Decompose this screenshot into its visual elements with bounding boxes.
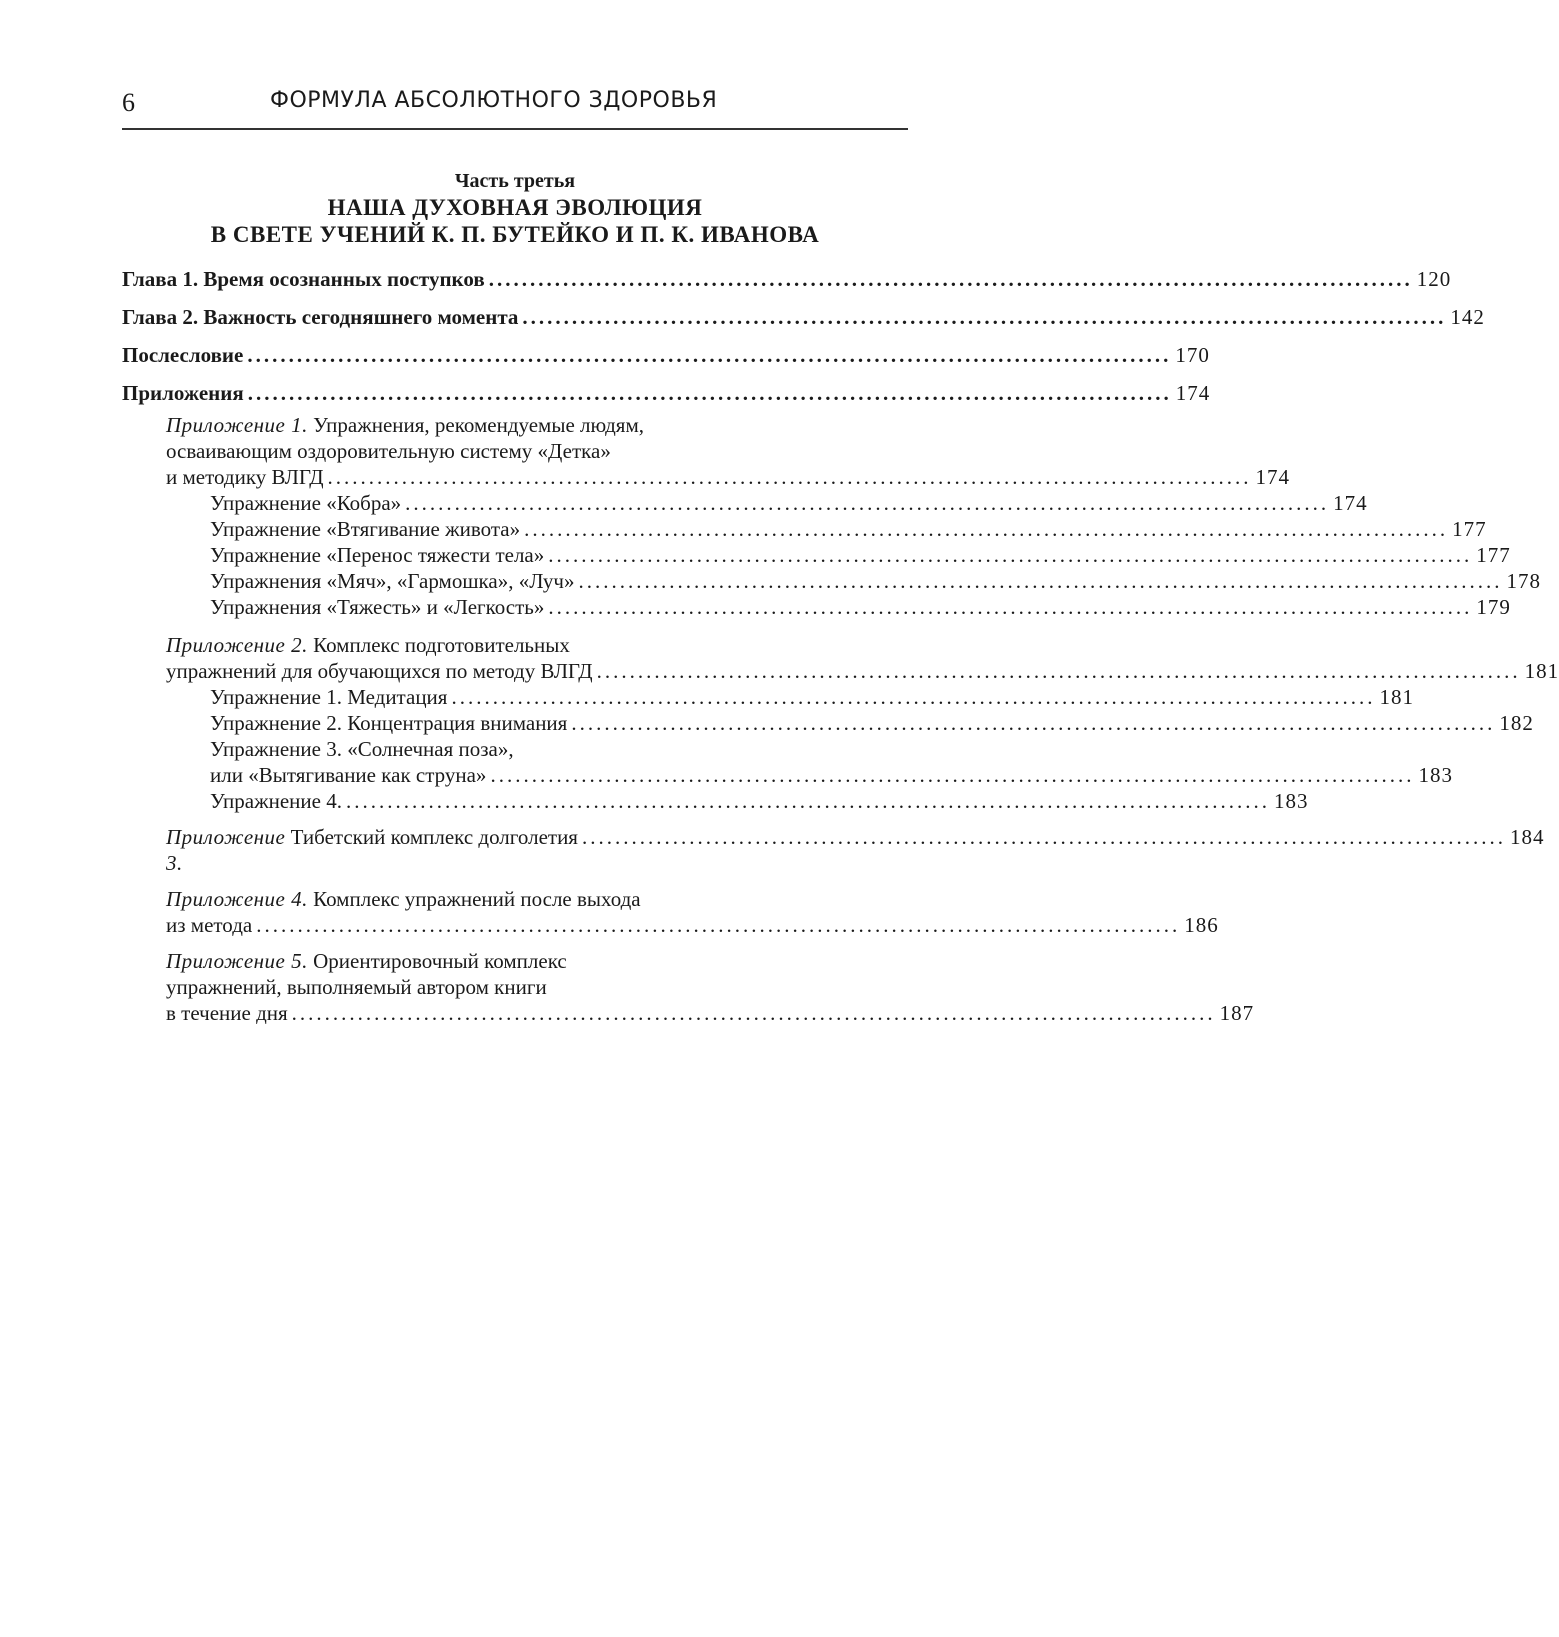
toc-entry-chapter1 <box>122 266 1452 292</box>
leader-dots: ................................................................................................................ <box>256 913 1181 937</box>
entry-text: Упражнение 2. Концентрация внимания <box>210 711 568 735</box>
entry-text: Упражнение «Перенос тяжести тела» <box>210 543 545 567</box>
entry-text: Упражнения «Тяжесть» и «Легкость» <box>210 595 545 619</box>
leader-dots: ................................................................................................................ <box>345 789 1270 813</box>
entry-page: 174 <box>1255 465 1291 489</box>
entry-text: Упражнение «Кобра» <box>210 491 402 515</box>
leader-dots: ................................................................................................................ <box>247 381 1172 405</box>
entry-text: Упражнение «Втягивание живота» <box>210 517 521 541</box>
leader-dots: ................................................................................................................ <box>548 595 1473 619</box>
toc-entry-exercise <box>210 542 1511 568</box>
appendix-label: Приложение 1. <box>166 413 308 437</box>
part-title-line1: НАША ДУХОВНАЯ ЭВОЛЮЦИЯ <box>327 195 703 220</box>
leader-dots: ................................................................................................................ <box>247 343 1172 367</box>
appendix-label: Приложение 4. <box>166 887 308 911</box>
entry-page: 183 <box>1273 789 1309 813</box>
entry-text: Упражнение 4. <box>210 789 342 813</box>
toc-entry-exercise <box>210 710 1534 736</box>
leader-dots: ................................................................................................................ <box>490 763 1415 787</box>
leader-dots: ................................................................................................................ <box>405 491 1330 515</box>
running-head <box>122 84 908 124</box>
entry-page: 142 <box>1450 305 1485 329</box>
leader-dots: ................................................................................................................ <box>327 465 1252 489</box>
book-title: ФОРМУЛА АБСОЛЮТНОГО ЗДОРОВЬЯ <box>270 88 718 113</box>
entry-text: Комплекс подготовительных <box>307 633 570 657</box>
entry-page: 186 <box>1184 913 1219 937</box>
entry-text: из метода <box>166 913 253 937</box>
entry-text: осваивающим оздоровительную систему «Детка» <box>166 439 611 463</box>
entry-text: Приложения <box>122 381 244 405</box>
entry-page: 120 <box>1416 267 1452 291</box>
leader-dots: ................................................................................................................ <box>451 685 1376 709</box>
leader-dots: ................................................................................................................ <box>291 1001 1216 1025</box>
toc-entry-appendix3 <box>166 824 1545 876</box>
toc-entry-appendix2 <box>166 632 1559 684</box>
toc-entry-appendix5 <box>166 948 1255 1026</box>
entry-page: 177 <box>1476 543 1511 567</box>
leader-dots: ................................................................................................................ <box>524 517 1449 541</box>
entry-text: упражнений, выполняемый автором книги <box>166 975 547 999</box>
table-of-contents <box>122 266 1559 1026</box>
entry-text: Упражнение 3. «Солнечная поза», <box>210 737 514 761</box>
appendix-label: Приложение 2. <box>166 633 308 657</box>
entry-text: в течение дня <box>166 1001 288 1025</box>
entry-text: Глава 1. Время осознанных поступков <box>122 267 485 291</box>
leader-dots: ................................................................................................................ <box>488 267 1413 291</box>
toc-entry-exercise <box>210 490 1368 516</box>
leader-dots: ................................................................................................................ <box>571 711 1496 735</box>
appendix-label: Приложение 3. <box>166 825 286 875</box>
leader-dots: ................................................................................................................ <box>548 543 1473 567</box>
entry-page: 181 <box>1524 659 1559 683</box>
entry-text: Ориентировочный комплекс <box>307 949 567 973</box>
page-number: 6 <box>122 88 135 117</box>
entry-page: 174 <box>1333 491 1368 515</box>
toc-entry-exercise <box>210 788 1309 814</box>
entry-text: упражнений для обучающихся по методу ВЛГД <box>166 659 593 683</box>
leader-dots: ................................................................................................................ <box>578 569 1503 593</box>
toc-entry-appendix4 <box>166 886 1219 938</box>
part-label: Часть третья <box>454 170 576 192</box>
toc-entry-exercise <box>210 684 1414 710</box>
appendix-label: Приложение 5. <box>166 949 308 973</box>
entry-text: Упражнения «Мяч», «Гармошка», «Луч» <box>210 569 575 593</box>
entry-page: 177 <box>1452 517 1487 541</box>
leader-dots: ................................................................................................................ <box>581 825 1506 849</box>
toc-entry-exercise <box>210 594 1511 620</box>
entry-page: 187 <box>1219 1001 1255 1025</box>
toc-entry-exercise <box>210 516 1487 542</box>
entry-text: Глава 2. Важность сегодняшнего момента <box>122 305 519 329</box>
entry-text: или «Вытягивание как струна» <box>210 763 487 787</box>
entry-text: Упражнение 1. Медитация <box>210 685 448 709</box>
header-rule <box>122 128 908 130</box>
entry-page: 182 <box>1499 711 1534 735</box>
entry-page: 184 <box>1509 825 1545 849</box>
entry-page: 183 <box>1418 763 1453 787</box>
part-heading <box>122 168 908 248</box>
toc-entry-appendix1 <box>166 412 1291 490</box>
toc-entry-chapter2 <box>122 304 1485 330</box>
toc-entry-afterword <box>122 342 1210 368</box>
entry-page: 181 <box>1379 685 1414 709</box>
entry-page: 170 <box>1175 343 1210 367</box>
entry-text: Послесловие <box>122 343 244 367</box>
entry-text: Упражнения, рекомендуемые людям, <box>307 413 644 437</box>
toc-entry-exercise <box>210 568 1541 594</box>
entry-page: 174 <box>1175 381 1211 405</box>
entry-text: Тибетский комплекс долголетия <box>285 825 578 849</box>
leader-dots: ................................................................................................................ <box>596 659 1521 683</box>
entry-page: 178 <box>1506 569 1541 593</box>
entry-page: 179 <box>1476 595 1511 619</box>
part-title-line2: В СВЕТЕ УЧЕНИЙ К. П. БУТЕЙКО И П. К. ИВАНОВА <box>210 222 820 247</box>
leader-dots: ................................................................................................................ <box>522 305 1447 329</box>
toc-entry-exercise <box>210 736 1453 788</box>
toc-entry-appendices <box>122 380 1211 406</box>
entry-text: и методику ВЛГД <box>166 465 324 489</box>
entry-text: Комплекс упражнений после выхода <box>307 887 641 911</box>
